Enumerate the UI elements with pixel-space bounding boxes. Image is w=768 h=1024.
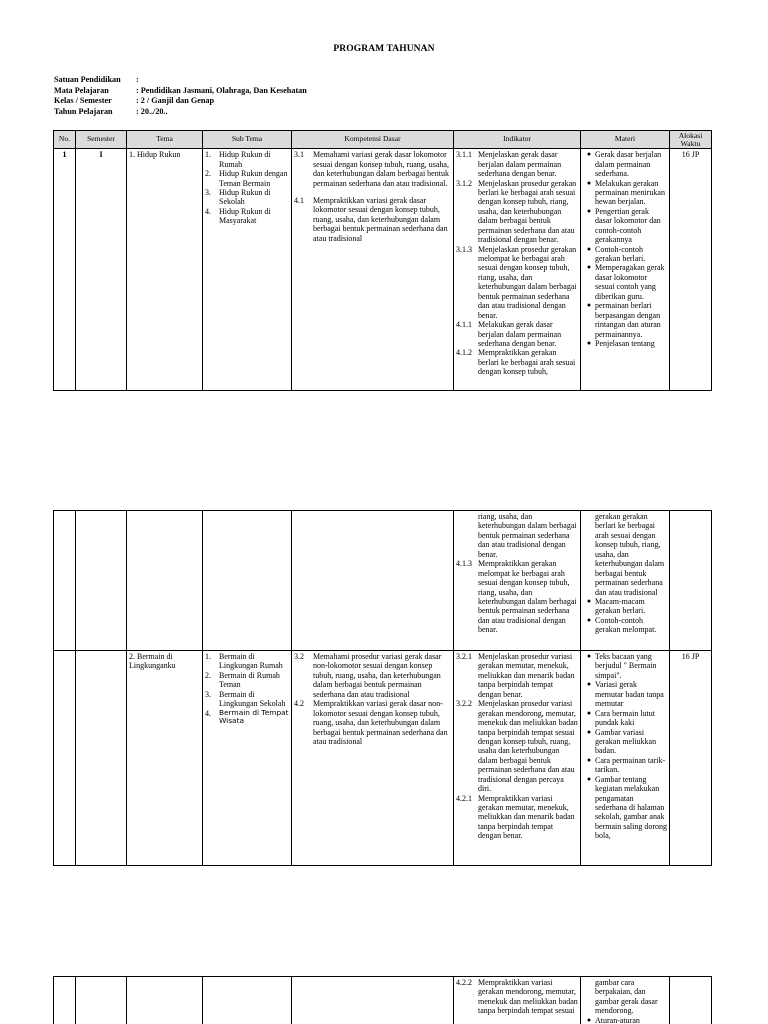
- meta-label: Mata Pelajaran: [54, 85, 109, 95]
- table-header-row: [54, 131, 712, 149]
- page-title: PROGRAM TAHUNAN: [333, 44, 435, 54]
- table-row: [54, 651, 712, 866]
- bullet-icon: ●: [586, 338, 592, 347]
- meta-row: [54, 75, 307, 86]
- bullet-icon: ●: [586, 596, 592, 605]
- bullet-icon: ●: [586, 1015, 592, 1024]
- list-item: gambar cara berpakaian, dan gambar gerak dasar mendorong.: [595, 978, 658, 1016]
- cell-indikator: [454, 651, 581, 866]
- bullet-icon: ●: [586, 652, 592, 660]
- list-item: ● permainan berlari berpasangan dengan rintangan dan aturan permainannya.: [583, 301, 667, 339]
- meta-label: Tahun Pelajaran: [54, 106, 113, 116]
- list-item: 2. Hidup Rukun dengan Teman Bermain: [205, 169, 288, 188]
- list-item: riang, usaha, dan keterhubungan dalam berbagai bentuk permainan sederhana dan atau tradisional dengan benar.: [478, 512, 577, 559]
- list-item: ● Teks bacaan yang berjudul " Bermain simpai".: [583, 652, 667, 680]
- list-item: ● Memperagakan gerak dasar lokomotor sesuai contoh yang diberikan guru.: [583, 263, 667, 301]
- cell-materi: [581, 651, 670, 866]
- table-row: [54, 511, 712, 651]
- cell-semester: [76, 977, 127, 1024]
- list-item: ● Variasi gerak memutar badan tanpa memutar: [583, 680, 667, 708]
- cell-no: [54, 977, 76, 1024]
- cell-subtema: [203, 651, 292, 866]
- list-item: 4. Hidup Rukun di Masyarakat: [205, 206, 271, 226]
- list-item: 3.2 Memahami prosedur variasi gerak dasar non-lokomotor sesuai dengan konsep tubuh, ruang, usaha, dan keterhubungan dalam berbagai bentuk permainan sederhana dan atau tradisional: [294, 652, 442, 699]
- header-no: No.: [54, 131, 76, 149]
- table-row: [54, 149, 712, 391]
- cell-no: 1: [54, 149, 76, 391]
- cell-semester: [76, 511, 127, 651]
- list-item: 3.1.1 Menjelaskan gerak dasar berjalan dalam permainan sederhana dengan benar.: [456, 150, 562, 179]
- cell-alokasi: 16 JP: [670, 651, 712, 866]
- meta-row: [54, 86, 307, 97]
- meta-value: :: [136, 75, 139, 84]
- cell-no: [54, 511, 76, 651]
- bullet-icon: ●: [586, 301, 592, 310]
- cell-subtema: [203, 511, 292, 651]
- cell-tema: [127, 977, 203, 1024]
- bullet-icon: ●: [586, 680, 592, 689]
- list-item: 3.2.2 Menjelaskan prosedur variasi gerakan mendorong, memutar, menekuk dan meliukkan badan tanpa berpindah tempat sesuai dengan konsep tubuh, ruang, usaha dan keterhubungan dalam berbagai bentuk permainan sederhana dan atau tradisional dengan percaya diri.: [456, 699, 578, 794]
- list-item: 4.2.2 Mempraktikkan variasi gerakan mendorong, memutar, menekuk dan meliukkan badan tanpa berpindah tempat sesuai: [456, 978, 578, 1016]
- bullet-icon: ●: [586, 150, 592, 159]
- cell-subtema: [203, 977, 292, 1024]
- cell-semester: I: [76, 149, 127, 391]
- bullet-icon: ●: [586, 774, 592, 783]
- list-item: 4.2.1 Mempraktikkan variasi gerakan memutar, menekuk, meliukkan dan menarik badan tanpa berpindah tempat dengan benar.: [456, 793, 575, 841]
- list-item: 4.1 Mempraktikkan variasi gerak dasar lokomotor sesuai dengan konsep tubuh, ruang, usaha, dan keterhubungan dalam berbagai bentuk permainan sederhana dan atau tradisional: [294, 195, 448, 243]
- list-item: gerakan gerakan berlari ke berbagai arah sesuai dengan konsep tubuh, riang, usaha, dan keterhubungan dalam berbagai bentuk permainan sederhana dan atau tradisional: [595, 512, 665, 597]
- list-item: 3. Bermain di Lingkungan Sekolah: [205, 689, 286, 709]
- cell-indikator: [454, 149, 581, 391]
- meta-row: [54, 107, 307, 118]
- program-table-continued: [53, 510, 712, 866]
- cell-materi: [581, 511, 670, 651]
- bullet-icon: ●: [586, 615, 592, 624]
- list-item: ● Cara bermain lutut pundak kaki: [583, 709, 667, 728]
- cell-tema: [127, 511, 203, 651]
- cell-semester: [76, 651, 127, 866]
- bullet-icon: ●: [586, 727, 592, 736]
- cell-tema: 2. Bermain di Lingkunganku: [127, 651, 203, 866]
- header-indikator: Indikator: [454, 131, 581, 149]
- list-item: ● Gambar variasi gerakan meliukkan badan.: [583, 728, 667, 756]
- meta-label: Satuan Pendidikan: [54, 75, 121, 84]
- cell-kompetensi-dasar: [292, 651, 454, 866]
- list-item: 3.1.2 Menjelaskan prosedur gerakan berlari ke berbagai arah sesuai dengan konsep tubuh, riang, usaha, dan keterhubungan dalam berbagai bentuk permainan sederhana dan atau tradisional dengan benar.: [456, 178, 577, 245]
- bullet-icon: ●: [586, 263, 592, 272]
- list-item: 2. Bermain di Rumah Teman: [205, 670, 280, 690]
- bullet-icon: ●: [586, 755, 592, 764]
- header-semester: Semester: [76, 131, 127, 149]
- list-item: 3.2.1 Menjelaskan prosedur variasi gerakan memutar, menekuk, meliukkan dan menarik badan tanpa berpindah tempat dengan benar.: [456, 652, 575, 699]
- meta-row: [54, 96, 307, 107]
- bullet-icon: ●: [586, 178, 592, 187]
- list-item: 4.1.1 Melakukan gerak dasar berjalan dalam permainan sederhana dengan benar.: [456, 320, 562, 348]
- cell-alokasi: [670, 511, 712, 651]
- list-item: 1. Hidup Rukun di Rumah: [205, 150, 271, 169]
- list-item: ● Pengertian gerak dasar lokomotor dan contoh-contoh gerakannya: [583, 207, 667, 245]
- list-item: ● Aturan-aturan: [583, 1016, 667, 1024]
- header-alokasi-waktu: Alokasi Waktu: [670, 131, 712, 149]
- bullet-icon: ●: [586, 206, 592, 215]
- cell-alokasi: 16 JP: [670, 149, 712, 391]
- cell-materi: [581, 977, 670, 1024]
- list-item: ● Melakukan gerakan permainan menirukan hewan berjalan.: [583, 179, 667, 207]
- list-item: ● Gerak dasar berjalan dalam permainan sederhana.: [583, 150, 667, 178]
- header-tema: Tema: [127, 131, 203, 149]
- list-item: ● Gambar tentang kegiatan melakukan pengamatan sederhana di halaman sekolah, gambar anak bermain saling dorong bola,: [583, 775, 667, 841]
- list-item: 3.1 Memahami variasi gerak dasar lokomotor sesuai dengan konsep tubuh, ruang, usaha, dan keterhubungan dalam berbagai bentuk permainan sederhana dan atau tradisional.: [294, 150, 449, 188]
- list-item: 1. Bermain di Lingkungan Rumah: [205, 652, 283, 671]
- cell-subtema: [203, 149, 292, 391]
- list-item: 4.1.2 Mempraktikkan gerakan berlari ke berbagai arah sesuai dengan konsep tubuh,: [456, 348, 576, 377]
- bullet-icon: ●: [586, 244, 592, 253]
- list-item: ● Contoh-contoh gerakan melompat.: [583, 616, 667, 635]
- list-item: 3.1.3 Menjelaskan prosedur gerakan melompat ke berbagai arah sesuai dengan konsep tubuh, riang, usaha, dan keterhubungan dalam berbagai bentuk permainan sederhana dan atau tradisional dengan benar.: [456, 244, 577, 320]
- list-item: 3. Hidup Rukun di Sekolah: [205, 187, 271, 207]
- list-item: 4.1.3 Mempraktikkan gerakan melompat ke berbagai arah sesuai dengan konsep tubuh, riang, usaha, dan keterhubungan dalam berbagai bentuk permainan sederhana dan atau tradisional dengan benar.: [456, 559, 577, 635]
- program-table-continued-2: [53, 976, 712, 1024]
- cell-indikator: [454, 511, 581, 651]
- list-item: 4.2 Mempraktikkan variasi gerak dasar non-lokomotor sesuai dengan konsep tubuh, ruang, usaha, dan keterhubungan dalam berbagai bentuk permainan sederhana dan atau tradisional: [294, 699, 448, 746]
- bullet-icon: ●: [586, 708, 592, 717]
- header-subtema: Sub Tema: [203, 131, 292, 149]
- cell-indikator: [454, 977, 581, 1024]
- program-table: [53, 130, 712, 391]
- list-item: ● Contoh-contoh gerakan berlari.: [583, 245, 667, 264]
- list-item: ● Macam-macam gerakan berlari.: [583, 597, 667, 616]
- list-item: ● Cara permainan tarik- tarikan.: [583, 756, 667, 775]
- list-item: 4. Bermain di Tempat Wisata: [205, 707, 289, 726]
- cell-tema: 1. Hidup Rukun: [127, 149, 203, 391]
- meta-value: : Pendidikan Jasmani, Olahraga, Dan Kesehatan: [136, 85, 307, 95]
- table-row: [54, 977, 712, 1024]
- cell-kompetensi-dasar: [292, 149, 454, 391]
- header-kompetensi-dasar: Kompetensi Dasar: [292, 131, 454, 149]
- header-materi: Materi: [581, 131, 670, 149]
- cell-kompetensi-dasar: [292, 511, 454, 651]
- cell-no: [54, 651, 76, 866]
- list-item: ● Penjelasan tentang: [583, 339, 667, 348]
- document-meta: [54, 75, 307, 117]
- cell-kompetensi-dasar: [292, 977, 454, 1024]
- meta-label: Kelas / Semester: [54, 96, 112, 106]
- meta-value: : 20../20..: [136, 106, 168, 116]
- meta-value: : 2 / Ganjil dan Genap: [136, 96, 215, 106]
- cell-materi: [581, 149, 670, 391]
- cell-alokasi: [670, 977, 712, 1024]
